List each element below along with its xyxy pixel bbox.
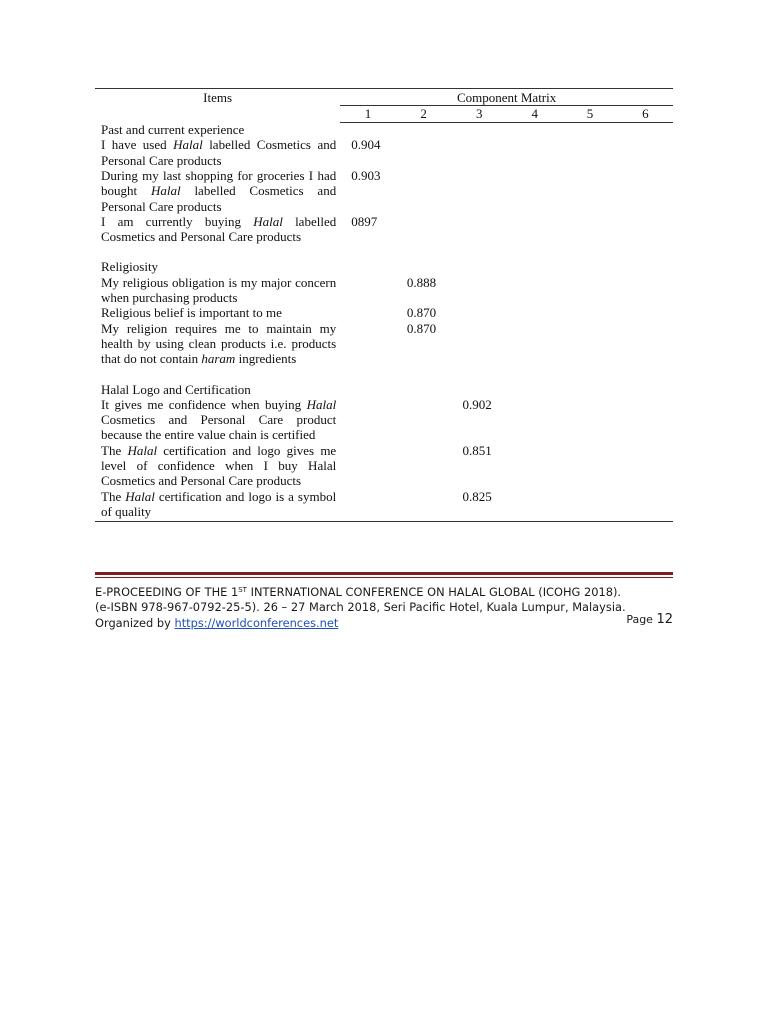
loading-value: 0.903 xyxy=(351,167,381,183)
empty-cell xyxy=(618,321,673,367)
loading-value: 0897 xyxy=(351,213,378,229)
empty-cell xyxy=(618,259,673,274)
empty-cell xyxy=(396,122,452,137)
empty-cell xyxy=(340,122,396,137)
empty-cell xyxy=(618,305,673,320)
footer xyxy=(95,583,675,631)
section-spacer xyxy=(95,367,673,382)
page-number-value: 12 xyxy=(656,612,673,627)
empty-cell xyxy=(562,275,617,306)
italic-term: Halal xyxy=(150,183,181,199)
conference-link[interactable]: https://worldconferences.net xyxy=(174,615,339,630)
empty-cell xyxy=(618,214,673,245)
empty-cell xyxy=(507,259,562,274)
table-row xyxy=(95,489,673,522)
empty-cell xyxy=(396,168,452,214)
italic-term: Halal xyxy=(127,442,158,458)
empty-cell xyxy=(451,305,507,320)
section-title: Religiosity xyxy=(101,259,159,275)
empty-cell xyxy=(562,259,617,274)
empty-cell xyxy=(507,443,562,489)
empty-cell xyxy=(396,382,452,397)
empty-cell xyxy=(451,275,507,306)
footer-line-3 xyxy=(95,616,675,631)
item-text xyxy=(95,305,340,320)
loading-value: 0.851 xyxy=(462,442,492,458)
empty-cell xyxy=(507,382,562,397)
item-text-part: ingredients xyxy=(235,351,297,367)
empty-cell xyxy=(340,489,396,522)
empty-cell xyxy=(562,489,617,522)
item-text-part: labelled Cosmetics and Personal Care products xyxy=(101,213,337,245)
footer-divider-thin xyxy=(95,577,673,578)
table-row xyxy=(95,397,673,443)
item-text-part: Religious belief is important to me xyxy=(101,305,282,321)
empty-cell xyxy=(507,168,562,214)
empty-cell xyxy=(507,122,562,137)
table-row xyxy=(95,443,673,489)
footer-line-1 xyxy=(95,583,675,600)
empty-cell xyxy=(562,122,617,137)
item-text xyxy=(95,443,340,489)
component-number: 1 xyxy=(340,106,396,122)
item-text xyxy=(95,137,340,168)
section-row xyxy=(95,259,673,274)
section-row xyxy=(95,122,673,137)
table-row xyxy=(95,137,673,168)
empty-cell xyxy=(340,382,396,397)
item-text xyxy=(95,489,340,522)
empty-cell xyxy=(618,137,673,168)
empty-cell xyxy=(340,305,396,320)
empty-cell xyxy=(562,443,617,489)
item-text-part: labelled Cosmetics and Personal Care products xyxy=(101,183,337,214)
page-label: Page xyxy=(626,613,653,626)
item-text xyxy=(95,321,340,367)
item-text xyxy=(95,275,340,306)
table-body xyxy=(95,122,673,522)
loading-value: 0.902 xyxy=(462,396,492,412)
item-text xyxy=(95,397,340,443)
footer-ordinal-sup: ST xyxy=(238,586,247,594)
component-number: 3 xyxy=(451,106,507,122)
empty-cell xyxy=(396,214,452,245)
italic-term: Halal xyxy=(173,137,203,153)
component-number: 5 xyxy=(562,106,617,122)
empty-cell xyxy=(340,275,396,306)
empty-cell xyxy=(396,259,452,274)
empty-cell xyxy=(451,168,507,214)
empty-cell xyxy=(562,382,617,397)
section-spacer xyxy=(95,244,673,259)
page-number xyxy=(626,612,673,627)
empty-cell xyxy=(507,489,562,522)
empty-cell xyxy=(562,305,617,320)
table-row xyxy=(95,275,673,306)
loading-value: 0.870 xyxy=(406,305,437,321)
empty-cell xyxy=(396,443,452,489)
table-row xyxy=(95,168,673,214)
item-text-part: I have used xyxy=(101,137,174,153)
loading-value: 0.870 xyxy=(406,320,437,336)
empty-cell xyxy=(396,137,452,168)
item-text-part: My religious obligation is my major concern when purchasing products xyxy=(101,274,337,306)
item-text-part: I am currently buying xyxy=(101,213,254,229)
empty-cell xyxy=(507,137,562,168)
item-text-part: During my last shopping for groceries I had bought xyxy=(101,167,337,199)
table-row xyxy=(95,321,673,367)
table-row xyxy=(95,214,673,245)
spacer-cell xyxy=(95,244,673,259)
footer-organized-by: Organized by xyxy=(95,615,175,630)
empty-cell xyxy=(451,382,507,397)
empty-cell xyxy=(507,275,562,306)
empty-cell xyxy=(562,137,617,168)
empty-cell xyxy=(507,305,562,320)
item-text-part: certification and logo is a symbol of quality xyxy=(101,488,337,519)
empty-cell xyxy=(562,214,617,245)
empty-cell xyxy=(451,321,507,367)
empty-cell xyxy=(451,137,507,168)
empty-cell xyxy=(562,168,617,214)
empty-cell xyxy=(340,397,396,443)
component-number: 2 xyxy=(396,106,452,122)
section-title: Halal Logo and Certification xyxy=(101,381,251,397)
empty-cell xyxy=(340,321,396,367)
item-text-part: My religion requires me to maintain my health by using clean products i.e. products that do not contain xyxy=(101,320,337,367)
empty-cell xyxy=(451,214,507,245)
item-text-part: Cosmetics and Personal Care product because the entire value chain is certified xyxy=(101,412,337,443)
empty-cell xyxy=(396,489,452,522)
italic-term: Halal xyxy=(125,488,155,504)
items-header: Items xyxy=(95,89,340,123)
component-number: 4 xyxy=(507,106,562,122)
component-matrix-table xyxy=(95,88,673,522)
empty-cell xyxy=(507,321,562,367)
section-title: Past and current experience xyxy=(101,122,245,138)
footer-conference-prefix: E-PROCEEDING OF THE 1 xyxy=(95,585,239,599)
item-text-part: certification and logo gives me level of confidence when I buy Halal Cosmetics and Personal Care products xyxy=(101,442,337,489)
italic-term: Halal xyxy=(306,396,337,412)
empty-cell xyxy=(451,259,507,274)
empty-cell xyxy=(507,397,562,443)
component-number: 6 xyxy=(618,106,673,122)
italic-term: Halal xyxy=(253,213,283,229)
loading-value: 0.904 xyxy=(351,137,381,153)
empty-cell xyxy=(340,443,396,489)
empty-cell xyxy=(618,443,673,489)
item-text-part: It gives me confidence when buying xyxy=(101,396,307,412)
item-text-part: labelled Cosmetics and Personal Care products xyxy=(101,137,337,168)
empty-cell xyxy=(618,397,673,443)
spacer-cell xyxy=(95,367,673,382)
item-text xyxy=(95,214,340,245)
empty-cell xyxy=(618,168,673,214)
loading-value: 0.825 xyxy=(451,489,507,522)
empty-cell xyxy=(451,122,507,137)
empty-cell xyxy=(562,321,617,367)
empty-cell xyxy=(340,259,396,274)
italic-term: haram xyxy=(201,351,236,367)
footer-conference-suffix: INTERNATIONAL CONFERENCE ON HALAL GLOBAL (ICOHG 2018). xyxy=(246,585,622,599)
empty-cell xyxy=(618,122,673,137)
footer-line-2: (e-ISBN 978-967-0792-25-5). 26 – 27 March 2018, Seri Pacific Hotel, Kuala Lumpur, Malaysia. xyxy=(95,600,626,615)
empty-cell xyxy=(562,397,617,443)
item-text-part: The xyxy=(101,442,128,458)
empty-cell xyxy=(507,214,562,245)
footer-divider xyxy=(95,572,673,575)
loading-value: 0.888 xyxy=(406,274,437,290)
table-row xyxy=(95,305,673,320)
item-text-part: The xyxy=(101,488,126,504)
item-text xyxy=(95,168,340,214)
empty-cell xyxy=(618,275,673,306)
empty-cell xyxy=(618,382,673,397)
empty-cell xyxy=(396,397,452,443)
section-row xyxy=(95,382,673,397)
component-matrix-header: Component Matrix xyxy=(340,89,673,106)
empty-cell xyxy=(618,489,673,522)
